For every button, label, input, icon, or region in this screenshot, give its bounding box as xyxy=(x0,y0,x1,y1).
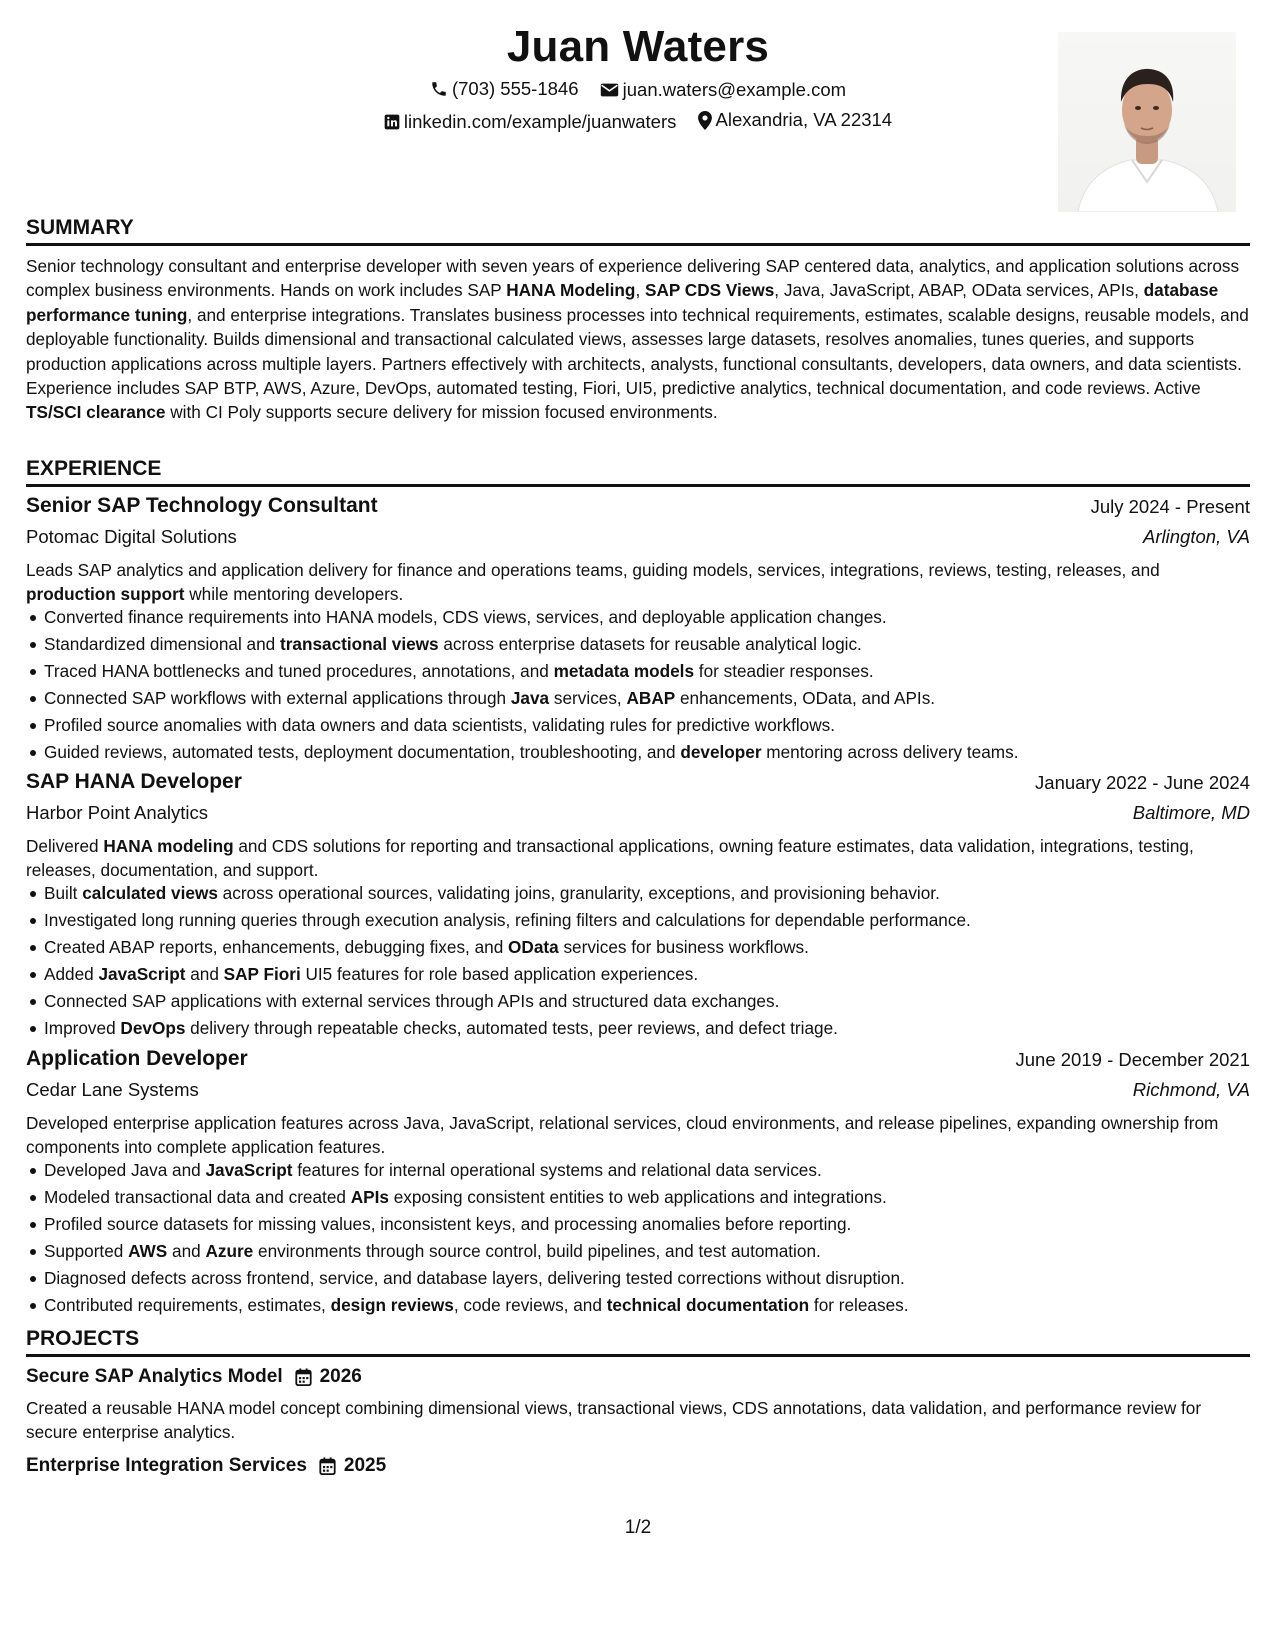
text-run: services, xyxy=(549,688,627,708)
text-run: across operational sources, validating joins, granularity, exceptions, and provisioning behavior. xyxy=(217,883,940,903)
bullet-item xyxy=(26,712,1250,739)
bullet-item xyxy=(26,658,1250,685)
job-dates: January 2022 - June 2024 xyxy=(1035,772,1250,793)
bold-text: database performance tuning xyxy=(26,280,1219,325)
text-run: Delivered xyxy=(26,836,104,856)
text-run: and xyxy=(167,1241,206,1261)
job-location: Richmond, VA xyxy=(1132,1079,1250,1100)
bold-text: SAP Fiori xyxy=(223,964,301,984)
text-run: features for internal operational systems and relational data services. xyxy=(292,1160,822,1180)
bold-text: TS/SCI clearance xyxy=(26,402,166,423)
bold-text: calculated views xyxy=(82,883,218,903)
text-run: , xyxy=(635,280,645,301)
text-run: mentoring across delivery teams. xyxy=(761,742,1019,762)
bold-text: ABAP xyxy=(626,688,676,708)
bold-text: technical documentation xyxy=(606,1295,810,1315)
text-run: Built xyxy=(44,883,83,903)
text-run: Profiled source datasets for missing values, inconsistent keys, and processing anomalies before reporting. xyxy=(44,1214,852,1234)
text-run: Diagnosed defects across frontend, service, and database layers, delivering tested corrections without disruption. xyxy=(44,1268,905,1288)
text-run: delivery through repeatable checks, automated tests, peer reviews, and defect triage. xyxy=(185,1018,838,1038)
text-run: and xyxy=(185,964,224,984)
company-name: Cedar Lane Systems xyxy=(26,1079,199,1100)
calendar-icon xyxy=(319,1457,336,1475)
linkedin-url[interactable]: linkedin.com/example/juanwaters xyxy=(403,110,677,132)
project-year: 2025 xyxy=(343,1455,387,1476)
bullet-item xyxy=(26,961,1250,988)
location-item xyxy=(698,109,893,131)
bold-text: JavaScript xyxy=(205,1160,293,1180)
location-text: Alexandria, VA 22314 xyxy=(715,109,893,130)
bold-text: transactional views xyxy=(280,634,439,654)
text-run: Improved xyxy=(44,1018,121,1038)
bullet-item xyxy=(26,1211,1250,1238)
bold-text: design reviews xyxy=(330,1295,454,1315)
job-bullets xyxy=(26,604,1250,766)
bullet-item xyxy=(26,1157,1250,1184)
job-location: Baltimore, MD xyxy=(1132,802,1250,823)
job-dates: June 2019 - December 2021 xyxy=(1015,1049,1250,1070)
job-intro xyxy=(26,558,1250,607)
summary-text xyxy=(26,254,1250,425)
summary-heading: SUMMARY xyxy=(26,216,1250,246)
bullet-item xyxy=(26,1015,1250,1042)
project-description: Created a reusable HANA model concept combining dimensional views, transactional views, CDS annotations, data validation, and performance review for secure enterprise analytics. xyxy=(26,1398,1202,1443)
job-dates: July 2024 - Present xyxy=(1090,496,1250,517)
company-name: Harbor Point Analytics xyxy=(26,802,209,823)
bullet-item xyxy=(26,1184,1250,1211)
text-run: Traced HANA bottlenecks and tuned procedures, annotations, and xyxy=(44,661,554,681)
text-run: with CI Poly supports secure delivery for mission focused environments. xyxy=(165,402,718,423)
text-run: Modeled transactional data and created xyxy=(44,1187,351,1207)
project-title xyxy=(26,1455,386,1477)
candidate-name: Juan Waters xyxy=(506,22,770,71)
text-run: enhancements, OData, and APIs. xyxy=(675,688,936,708)
job-location: Arlington, VA xyxy=(1143,526,1250,547)
project-name: Enterprise Integration Services xyxy=(26,1455,307,1476)
project-title xyxy=(26,1366,362,1388)
text-run: environments through source control, build pipelines, and test automation. xyxy=(253,1241,821,1261)
bullet-item xyxy=(26,739,1250,766)
bullet-item xyxy=(26,1265,1250,1292)
linkedin-icon xyxy=(384,114,400,130)
bold-text: DevOps xyxy=(120,1018,186,1038)
text-run: , and enterprise integrations. Translates business processes into technical requirements, estimates, scalable designs, reusable models, and deployable functionality. Builds dimensional and transactional calculated views, assesses large datasets, resolves anomalies, tunes queries, and supports production applications across multiple layers. Partners effectively with architects, analysts, functional consultants, developers, data owners, and data scientists. Experience includes SAP BTP, AWS, Azure, DevOps, automated testing, Fiori, UI5, predictive analytics, technical documentation, and code reviews. Active xyxy=(26,304,1249,399)
job-title: Application Developer xyxy=(26,1047,248,1070)
phone-icon xyxy=(430,80,448,98)
project-year: 2026 xyxy=(319,1366,362,1387)
job-bullets xyxy=(26,880,1250,1042)
text-run: Investigated long running queries through execution analysis, refining filters and calculations for dependable performance. xyxy=(44,910,971,930)
text-run: for releases. xyxy=(809,1295,909,1315)
bold-text: developer xyxy=(680,742,762,762)
bullet-item xyxy=(26,988,1250,1015)
email-address[interactable]: juan.waters@example.com xyxy=(622,79,847,100)
text-run: , code reviews, and xyxy=(453,1295,607,1315)
text-run: services for business workflows. xyxy=(558,937,809,957)
job-title: Senior SAP Technology Consultant xyxy=(26,494,378,517)
projects-heading: PROJECTS xyxy=(26,1327,1250,1357)
text-run: and CDS solutions for reporting and transactional applications, owning feature estimates, data validation, integrations, testing, releases, documentation, and support. xyxy=(26,836,1194,881)
company-name: Potomac Digital Solutions xyxy=(26,526,237,547)
bullet-item xyxy=(26,1238,1250,1265)
bold-text: HANA Modeling xyxy=(506,280,636,301)
bold-text: HANA modeling xyxy=(103,836,234,856)
email-item[interactable] xyxy=(600,79,846,101)
bullet-item xyxy=(26,880,1250,907)
text-run: Developed enterprise application features across Java, JavaScript, relational services, cloud environments, and release pipelines, expanding ownership from components into complete application features. xyxy=(26,1113,1219,1158)
text-run: Senior technology consultant and enterprise developer with seven years of experience delivering SAP centered data, analytics, and application solutions across complex business environments. Hands on work includes SAP xyxy=(26,256,1240,301)
phone-number: (703) 555-1846 xyxy=(451,78,579,99)
job-intro xyxy=(26,834,1250,883)
bullet-item xyxy=(26,1292,1250,1319)
project-name: Secure SAP Analytics Model xyxy=(26,1366,283,1387)
text-run: Standardized dimensional and xyxy=(44,634,281,654)
page-number: 1/2 xyxy=(624,1517,652,1538)
experience-heading: EXPERIENCE xyxy=(26,457,1250,487)
bold-text: Java xyxy=(510,688,550,708)
bold-text: AWS xyxy=(128,1241,168,1261)
text-run: Connected SAP workflows with external applications through xyxy=(44,688,511,708)
resume-page xyxy=(26,0,1250,1650)
bold-text: JavaScript xyxy=(98,964,186,984)
bullet-item xyxy=(26,934,1250,961)
job-title: SAP HANA Developer xyxy=(26,770,242,793)
bullet-item xyxy=(26,631,1250,658)
bullet-item xyxy=(26,604,1250,631)
text-run: Created ABAP reports, enhancements, debugging fixes, and xyxy=(44,937,509,957)
text-run: Guided reviews, automated tests, deployment documentation, troubleshooting, and xyxy=(44,742,681,762)
text-run: Connected SAP applications with external services through APIs and structured data exchanges. xyxy=(44,991,780,1011)
text-run: Added xyxy=(44,964,99,984)
calendar-icon xyxy=(295,1368,312,1386)
text-run: across enterprise datasets for reusable analytical logic. xyxy=(438,634,862,654)
profile-photo xyxy=(1058,32,1236,212)
bold-text: metadata models xyxy=(553,661,695,681)
text-run: Leads SAP analytics and application delivery for finance and operations teams, guiding models, services, integrations, reviews, testing, releases, and xyxy=(26,560,1160,580)
text-run: for steadier responses. xyxy=(694,661,874,681)
bold-text: production support xyxy=(26,584,185,605)
bold-text: APIs xyxy=(350,1187,389,1207)
text-run: , Java, JavaScript, ABAP, OData services, APIs, xyxy=(774,280,1144,301)
bold-text: Azure xyxy=(205,1241,254,1261)
text-run: Developed Java and xyxy=(44,1160,206,1180)
job-bullets xyxy=(26,1157,1250,1319)
text-run: while mentoring developers. xyxy=(184,584,404,605)
bold-text: OData xyxy=(508,937,559,957)
text-run: Contributed requirements, estimates, xyxy=(44,1295,331,1315)
bullet-item xyxy=(26,685,1250,712)
text-run: UI5 features for role based application experiences. xyxy=(300,964,699,984)
text-run: Converted finance requirements into HANA models, CDS views, services, and deployable application changes. xyxy=(44,607,887,627)
phone-item xyxy=(430,78,579,100)
map-pin-icon xyxy=(698,111,712,130)
bullet-item xyxy=(26,907,1250,934)
email-icon xyxy=(600,82,619,98)
text-run: exposing consistent entities to web applications and integrations. xyxy=(388,1187,887,1207)
text-run: Profiled source anomalies with data owners and data scientists, validating rules for predictive workflows. xyxy=(44,715,836,735)
linkedin-item[interactable] xyxy=(384,111,677,133)
text-run: Supported xyxy=(44,1241,129,1261)
bold-text: SAP CDS Views xyxy=(645,280,775,301)
job-intro xyxy=(26,1111,1250,1160)
